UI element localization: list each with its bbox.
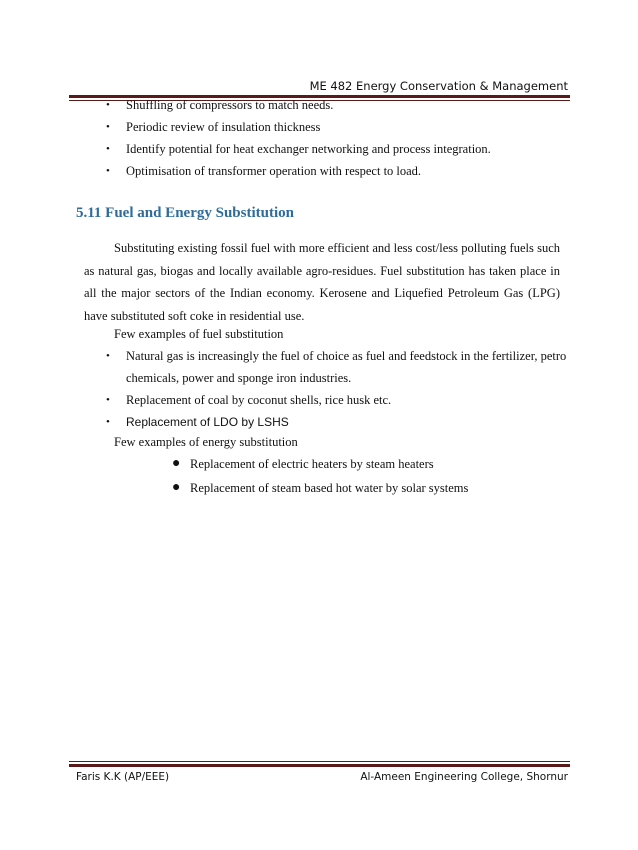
bullet-marker: •: [106, 99, 110, 111]
fuel-examples-title: Few examples of fuel substitution: [114, 327, 284, 341]
bullet-text: Periodic review of insulation thickness: [126, 120, 321, 134]
bullet-marker: •: [106, 143, 110, 155]
fuel-example-text: Replacement of coal by coconut shells, rice husk etc.: [126, 393, 392, 407]
bullet-marker: •: [106, 165, 110, 177]
section-paragraph-text: Substituting existing fossil fuel with more efficient and less cost/less polluting fuels such as natural gas, biogas and locally available agro-residues. Fuel substitution has taken place in all the major sectors of the Indian economy. Kerosene and Liquefied Petroleum Gas (LPG) have substituted soft coke in residential use.: [84, 241, 560, 323]
running-header-title: ME 482 Energy Conservation & Management: [309, 79, 568, 93]
footer-institution: Al-Ameen Engineering College, Shornur: [360, 771, 568, 783]
fuel-example-text: Replacement of LDO by LSHS: [126, 415, 289, 429]
bullet-marker: •: [106, 121, 110, 133]
footer-rule-thin: [69, 761, 570, 762]
fuel-example-text: Natural gas is increasingly the fuel of choice as fuel and feedstock in the fertilizer, petro: [126, 349, 567, 363]
section-heading: 5.11 Fuel and Energy Substitution: [76, 205, 294, 221]
bullet-marker: •: [106, 416, 110, 428]
bullet-text: Optimisation of transformer operation with respect to load.: [126, 164, 422, 178]
footer-rule-thick: [69, 764, 570, 767]
energy-example-text: Replacement of electric heaters by steam heaters: [190, 457, 434, 471]
section-paragraph: [84, 237, 560, 327]
disc-bullet-marker: ●: [172, 456, 181, 471]
disc-bullet-marker: ●: [172, 480, 181, 495]
footer-author: Faris K.K (AP/EEE): [76, 771, 170, 783]
fuel-example-text-continued: chemicals, power and sponge iron industries.: [126, 371, 352, 385]
energy-example-text: Replacement of steam based hot water by solar systems: [190, 481, 469, 495]
energy-examples-title: Few examples of energy substitution: [114, 435, 298, 449]
bullet-text: Identify potential for heat exchanger networking and process integration.: [126, 142, 491, 156]
bullet-marker: •: [106, 394, 110, 406]
bullet-text: Shuffling of compressors to match needs.: [126, 98, 334, 112]
bullet-marker: •: [106, 350, 110, 362]
